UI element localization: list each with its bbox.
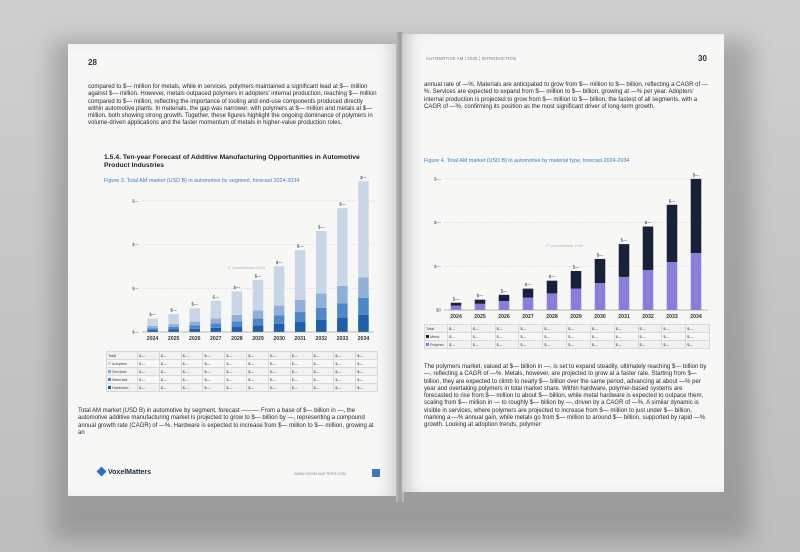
table-cell: $— [638, 333, 662, 341]
bar-materials-2024 [147, 328, 158, 330]
logo-icon [97, 467, 107, 477]
legend-swatch [108, 386, 111, 389]
table-cell: $— [334, 376, 356, 384]
table-cell: $— [225, 360, 247, 368]
table-cell: $— [567, 341, 591, 349]
legend-swatch [108, 370, 111, 373]
bar-polymer-2028 [547, 293, 558, 310]
table-cell: $— [312, 376, 334, 384]
bar-hardware-2028 [232, 327, 243, 332]
bar-total-label: $— [149, 312, 156, 318]
bar-total-label: $— [644, 220, 652, 226]
bar-metal-2025 [475, 300, 486, 304]
bar-total-label: $— [339, 201, 346, 207]
right-paragraph-bottom: The polymers market, valued at $— billion in —, is set to expand steadily, ultimately reaching $— billion by —, reflecting a CAGR of —%. Metals, however, are projected to grow at a faster rate. Starting from $— billion, they are expected to climb to nearly $— billion over the same period, advancing at about —% per year and overtaking polymers in total market share. Within hardware, polymer-based systems are forecasted to rise from $— million to about $— billion, while metal hardware is expected to outpace them, scaling from $— million in — to roughly $— billion by —, driven by a CAGR of —%. A similar dynamic is visible in services, where polymers are projected to increase from $— million to just under $— billion, marking a —% annual gain, while metals go from $— million to around $— billion, supported by rapid —% growth. Looking at adoption trends, polymer [424, 364, 707, 429]
bar-metal-2028 [547, 281, 558, 294]
table-row [107, 368, 378, 376]
x-tick-label: 2028 [231, 336, 243, 342]
x-tick-label: 2030 [273, 336, 285, 342]
x-tick-label: 2025 [474, 314, 486, 320]
table-cell: $— [203, 368, 225, 376]
bar-adopters-2032 [316, 231, 327, 293]
bar-metal-2033 [667, 205, 678, 262]
bar-total-label: $— [254, 273, 262, 279]
bar-hardware-2026 [189, 329, 200, 332]
bar-polymer-2033 [667, 262, 678, 310]
table-cell: $— [247, 352, 269, 360]
table-cell: $— [312, 360, 334, 368]
table-cell: $— [290, 360, 312, 368]
x-tick-label: 2029 [570, 314, 582, 320]
y-tick-label: $— [433, 263, 441, 269]
table-cell: $— [590, 341, 614, 349]
bar-services-2026 [189, 322, 200, 326]
table-cell: $— [590, 325, 614, 333]
chart-material-forecast [422, 164, 712, 324]
x-tick-label: 2024 [146, 336, 159, 342]
bar-services-2028 [232, 315, 243, 321]
table-row [425, 325, 710, 333]
bar-metal-2026 [499, 295, 510, 301]
x-tick-label: 2030 [594, 314, 606, 320]
table-cell: $— [614, 341, 638, 349]
bar-total-label: $— [692, 172, 700, 178]
table-cell: $— [159, 360, 181, 368]
table-cell: $— [638, 325, 662, 333]
bar-materials-2031 [295, 312, 306, 322]
table-cell: $— [356, 368, 378, 376]
row-label: Polymer [425, 341, 448, 349]
bar-materials-2029 [253, 319, 264, 326]
x-tick-label: 2034 [357, 336, 370, 342]
table-cell: $— [225, 368, 247, 376]
logo-text: VoxelMatters [108, 469, 152, 476]
table-cell: $— [138, 360, 160, 368]
figure-4-caption: Figure 4. Total AM market (USD B) in automotive by material type, forecast 2024-2034 [424, 158, 630, 164]
table-cell: $— [567, 325, 591, 333]
left-page [68, 44, 398, 496]
x-tick-label: 2029 [252, 336, 264, 342]
table-cell: $— [181, 360, 203, 368]
bar-hardware-2031 [295, 322, 306, 332]
bar-polymer-2025 [475, 304, 486, 310]
table-cell: $— [159, 376, 181, 384]
bar-services-2027 [211, 319, 222, 324]
y-tick-label: $— [131, 242, 139, 248]
bar-total-label: $— [476, 293, 484, 299]
table-cell: $— [356, 384, 378, 392]
table-cell: $— [686, 341, 710, 349]
watermark: © VoxelMatters 2025 [228, 265, 266, 270]
table-cell: $— [543, 341, 567, 349]
table-cell: $— [662, 325, 686, 333]
bar-polymer-2026 [499, 301, 510, 310]
page-number-left: 28 [88, 58, 97, 67]
bar-adopters-2034 [358, 181, 369, 277]
material-data-table [424, 324, 710, 349]
figure-3-caption: Figure 3. Total AM market (USD B) in automotive by segment, forecast 2024-2034 [104, 178, 300, 184]
bar-services-2034 [358, 277, 369, 298]
bar-materials-2026 [189, 325, 200, 328]
table-cell: $— [495, 333, 519, 341]
x-tick-label: 2024 [450, 314, 462, 320]
row-label: Hardware [107, 384, 138, 392]
bar-materials-2028 [232, 321, 243, 326]
table-row [107, 384, 378, 392]
table-cell: $— [159, 384, 181, 392]
legend-swatch [108, 378, 111, 381]
row-label: Services [107, 368, 138, 376]
table-cell: $— [203, 376, 225, 384]
bar-total-label: $— [620, 237, 628, 243]
bar-services-2033 [337, 286, 348, 303]
running-header: AUTOMOTIVE AM | 2025 | INTRODUCTION [426, 56, 517, 61]
x-tick-label: 2032 [315, 336, 328, 342]
bar-polymer-2032 [643, 270, 654, 310]
table-cell: $— [290, 376, 312, 384]
table-cell: $— [225, 376, 247, 384]
bar-materials-2025 [168, 327, 179, 329]
table-cell: $— [312, 352, 334, 360]
bar-total-label: $— [275, 259, 283, 265]
right-page [402, 34, 724, 492]
row-label: Adopters [107, 360, 138, 368]
bar-adopters-2033 [337, 208, 348, 286]
bar-hardware-2030 [274, 324, 285, 332]
table-cell: $— [181, 368, 203, 376]
bar-adopters-2030 [274, 266, 285, 305]
table-cell: $— [247, 360, 269, 368]
bar-metal-2024 [451, 303, 462, 306]
table-cell: $— [268, 352, 290, 360]
bar-services-2030 [274, 306, 285, 316]
table-cell: $— [519, 341, 543, 349]
table-cell: $— [356, 352, 378, 360]
table-cell: $— [638, 341, 662, 349]
bar-total-label: $— [668, 198, 676, 204]
x-tick-label: 2031 [294, 336, 306, 342]
table-cell: $— [334, 368, 356, 376]
table-cell: $— [247, 384, 269, 392]
bar-hardware-2024 [147, 330, 158, 332]
bar-materials-2032 [316, 308, 327, 320]
table-cell: $— [567, 333, 591, 341]
x-tick-label: 2027 [210, 336, 222, 342]
bar-hardware-2034 [358, 315, 369, 332]
bar-hardware-2033 [337, 318, 348, 332]
table-cell: $— [181, 384, 203, 392]
table-cell: $— [590, 333, 614, 341]
table-row [107, 360, 378, 368]
footer-logo [98, 468, 151, 476]
bar-total-label: $— [452, 296, 460, 302]
bar-metal-2031 [619, 244, 630, 277]
bar-adopters-2024 [147, 319, 158, 326]
x-tick-label: 2034 [690, 314, 702, 320]
bar-total-label: $— [191, 301, 198, 307]
bar-materials-2027 [211, 324, 222, 328]
table-cell: $— [159, 368, 181, 376]
bar-polymer-2027 [523, 298, 534, 310]
bar-adopters-2028 [232, 291, 243, 315]
bar-adopters-2025 [168, 314, 179, 324]
bar-hardware-2025 [168, 330, 179, 332]
table-cell: $— [138, 384, 160, 392]
row-label: Total [425, 325, 448, 333]
page-number-right: 30 [698, 54, 707, 63]
table-cell: $— [471, 341, 495, 349]
bar-total-label: $— [170, 307, 177, 313]
bar-total-label: $— [318, 224, 325, 230]
footer-url: WWW.VOXELMATTERS.COM [294, 472, 347, 476]
y-tick-label: $— [433, 220, 441, 226]
table-cell: $— [614, 325, 638, 333]
left-paragraph-bottom: Total AM market (USD B) in automotive by segment, forecast ——— From a base of $— billion in —, the automotive additive manufacturing market is projected to grow to $— billion by —, representing a compound annual growth rate (CAGR) of —%. Hardware is expected to increase from $— million to $— million, growing at an [78, 408, 374, 436]
y-tick-label: $0 [435, 307, 441, 313]
table-cell: $— [181, 352, 203, 360]
table-cell: $— [662, 333, 686, 341]
table-cell: $— [225, 352, 247, 360]
table-cell: $— [448, 333, 472, 341]
x-tick-label: 2026 [188, 336, 201, 342]
table-cell: $— [519, 325, 543, 333]
bar-polymer-2029 [571, 289, 582, 310]
table-row [425, 341, 710, 349]
bar-services-2025 [168, 324, 179, 327]
table-row [107, 352, 378, 360]
right-paragraph-top: annual rate of —%. Materials are anticipated to grow from $— million to $— billion, reflecting a CAGR of —%. Services are expected to expand from $— million to $— billion, growing at —% per year. Adopters' internal production is projected to grow from $— million to $— billion, the fastest of all segments, with a CAGR of —%, confirming its position as the most significant driver of long-term growth. [424, 82, 708, 110]
y-tick-label: $— [131, 198, 139, 204]
table-cell: $— [290, 384, 312, 392]
bar-polymer-2024 [451, 306, 462, 310]
table-cell: $— [203, 352, 225, 360]
row-label: Metal [425, 333, 448, 341]
table-cell: $— [247, 376, 269, 384]
bar-adopters-2029 [253, 280, 264, 311]
table-cell: $— [614, 333, 638, 341]
x-tick-label: 2033 [666, 314, 678, 320]
bar-metal-2027 [523, 289, 534, 298]
bar-polymer-2030 [595, 283, 606, 310]
table-cell: $— [519, 333, 543, 341]
bar-total-label: $— [360, 174, 367, 180]
table-cell: $— [138, 352, 160, 360]
table-cell: $— [159, 352, 181, 360]
bar-metal-2034 [691, 179, 702, 253]
x-tick-label: 2033 [336, 336, 349, 342]
x-tick-label: 2031 [618, 314, 630, 320]
table-row [107, 376, 378, 384]
y-tick-label: $— [131, 329, 139, 335]
table-cell: $— [181, 376, 203, 384]
table-cell: $— [543, 325, 567, 333]
table-cell: $— [247, 368, 269, 376]
table-row [425, 333, 710, 341]
legend-swatch [426, 335, 429, 338]
table-cell: $— [138, 376, 160, 384]
x-tick-label: 2028 [546, 314, 558, 320]
bar-adopters-2027 [211, 301, 222, 319]
bar-metal-2030 [595, 259, 606, 283]
bar-adopters-2031 [295, 250, 306, 300]
footer-badge-icon [372, 469, 380, 477]
bar-total-label: $— [572, 264, 580, 270]
table-cell: $— [356, 360, 378, 368]
table-cell: $— [334, 360, 356, 368]
legend-swatch [108, 362, 111, 365]
bar-total-label: $— [212, 294, 220, 300]
table-cell: $— [138, 368, 160, 376]
bar-materials-2033 [337, 303, 348, 317]
bar-hardware-2027 [211, 328, 222, 332]
bar-total-label: $— [233, 284, 241, 290]
bar-polymer-2034 [691, 253, 702, 310]
bar-adopters-2026 [189, 308, 200, 321]
bar-total-label: $— [524, 282, 532, 288]
table-cell: $— [290, 368, 312, 376]
table-cell: $— [662, 341, 686, 349]
section-heading: 1.5.4. Ten-year Forecast of Additive Manufacturing Opportunities in Automotive Product Industries [104, 154, 360, 169]
table-cell: $— [471, 325, 495, 333]
bar-metal-2029 [571, 271, 582, 289]
bar-services-2024 [147, 326, 158, 328]
table-cell: $— [471, 333, 495, 341]
table-cell: $— [312, 368, 334, 376]
table-cell: $— [268, 376, 290, 384]
table-cell: $— [334, 384, 356, 392]
table-cell: $— [543, 333, 567, 341]
table-cell: $— [312, 384, 334, 392]
row-label: Total [107, 352, 138, 360]
row-label: Materials [107, 376, 138, 384]
y-tick-label: $— [131, 285, 139, 291]
bar-hardware-2032 [316, 320, 327, 332]
table-cell: $— [448, 325, 472, 333]
bar-hardware-2029 [253, 325, 264, 332]
x-tick-label: 2025 [167, 336, 180, 342]
table-cell: $— [268, 368, 290, 376]
bar-materials-2030 [274, 316, 285, 324]
bar-polymer-2031 [619, 277, 630, 310]
bar-total-label: $— [296, 243, 304, 249]
y-tick-label: $— [433, 176, 441, 182]
x-tick-label: 2026 [498, 314, 510, 320]
table-cell: $— [686, 325, 710, 333]
bar-services-2031 [295, 300, 306, 312]
bar-materials-2034 [358, 298, 369, 315]
bar-services-2029 [253, 311, 264, 319]
x-tick-label: 2027 [522, 314, 534, 320]
left-paragraph-top: compared to $— million for metals, while in services, polymers maintained a significant lead at $— million against $— million. However, metals outpaced polymers in adopters' internal production, reaching $— million compared to $— million, reflecting the importance of tooling and end-use components produced directly within automotive plants. In materials, the gap was narrower, with polymers at $— million and metals at $— million, both showing strong growth. Together, these figures highlight the ongoing dominance of polymers in volume-driven applications and the faster momentum of metals in higher-value production roles. [88, 84, 377, 127]
table-cell: $— [268, 384, 290, 392]
bar-services-2032 [316, 293, 327, 308]
table-cell: $— [203, 360, 225, 368]
table-cell: $— [225, 384, 247, 392]
table-cell: $— [203, 384, 225, 392]
table-cell: $— [495, 325, 519, 333]
watermark: © VoxelMatters 2025 [546, 243, 584, 248]
bar-total-label: $— [548, 274, 556, 280]
table-cell: $— [448, 341, 472, 349]
table-cell: $— [686, 333, 710, 341]
x-tick-label: 2032 [642, 314, 654, 320]
legend-swatch [426, 343, 429, 346]
bar-total-label: $— [596, 252, 604, 258]
table-cell: $— [268, 360, 290, 368]
bar-total-label: $— [500, 288, 508, 294]
table-cell: $— [495, 341, 519, 349]
table-cell: $— [334, 352, 356, 360]
table-cell: $— [356, 376, 378, 384]
bar-metal-2032 [643, 227, 654, 270]
segment-data-table [106, 351, 378, 392]
table-cell: $— [290, 352, 312, 360]
